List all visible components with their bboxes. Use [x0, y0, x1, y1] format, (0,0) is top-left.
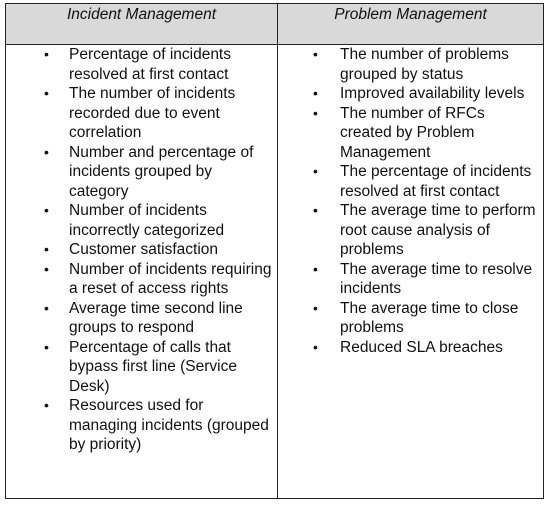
list-item	[278, 260, 543, 299]
list-item-text: The average time to close problems	[340, 299, 519, 336]
incident-metrics-list	[6, 45, 277, 455]
bullet-icon: •	[44, 143, 49, 160]
list-item	[278, 45, 543, 84]
list-item	[6, 299, 277, 338]
bullet-icon: •	[44, 299, 49, 316]
list-item-text: The number of incidents recorded due to event correlation	[69, 85, 236, 141]
problem-metrics-list	[278, 45, 543, 357]
bullet-icon: •	[313, 202, 318, 218]
bullet-icon: •	[44, 260, 49, 277]
problem-management-header: Problem Management	[278, 4, 544, 45]
bullet-icon: •	[313, 299, 318, 316]
metrics-table	[5, 3, 544, 499]
bullet-icon: •	[313, 104, 318, 121]
bullet-icon: •	[313, 260, 318, 277]
list-item-text: Reduced SLA breaches	[340, 338, 503, 356]
bullet-icon: •	[313, 338, 318, 355]
bullet-icon: •	[44, 241, 49, 257]
list-item-text: Resources used for managing incidents (grouped by priority)	[69, 397, 269, 453]
list-item-text: Customer satisfaction	[69, 241, 219, 258]
list-item-text: The percentage of incidents resolved at first contact	[340, 163, 532, 200]
list-item	[6, 338, 277, 397]
list-item	[278, 338, 543, 358]
list-item	[6, 396, 277, 455]
list-item-text: Percentage of calls that bypass first line (Service Desk)	[69, 338, 237, 395]
bullet-icon: •	[313, 85, 318, 101]
list-item	[278, 162, 543, 201]
list-item	[6, 45, 277, 84]
bullet-icon: •	[44, 338, 49, 355]
incident-management-cell	[6, 45, 278, 499]
list-item-text: Improved availability levels	[340, 85, 525, 102]
list-item	[6, 143, 277, 202]
list-item	[6, 240, 277, 260]
list-item	[278, 104, 543, 163]
bullet-icon: •	[313, 46, 318, 62]
list-item-text: Number and percentage of incidents grouped by category	[69, 143, 254, 200]
list-item	[278, 84, 543, 104]
problem-management-cell	[278, 45, 544, 499]
list-item-text: The number of RFCs created by Problem Management	[340, 104, 485, 161]
bullet-icon: •	[44, 202, 49, 218]
list-item	[278, 201, 543, 260]
list-item	[6, 84, 277, 143]
bullet-icon: •	[44, 46, 49, 62]
bullet-icon: •	[313, 163, 318, 179]
list-item-text: Percentage of incidents resolved at first contact	[69, 46, 231, 83]
list-item	[6, 201, 277, 240]
list-item-text: The average time to perform root cause analysis of problems	[340, 202, 536, 258]
header-row	[6, 4, 544, 45]
list-item-text: The average time to resolve incidents	[340, 260, 533, 297]
bullet-icon: •	[44, 397, 49, 413]
list-item	[6, 260, 277, 299]
list-item-text: Average time second line groups to respond	[69, 299, 243, 336]
list-item-text: Number of incidents requiring a reset of access rights	[69, 260, 272, 297]
bullet-icon: •	[44, 85, 49, 101]
content-row	[6, 45, 544, 499]
list-item	[278, 299, 543, 338]
list-item-text: The number of problems grouped by status	[340, 46, 509, 83]
list-item-text: Number of incidents incorrectly categorized	[69, 202, 225, 239]
incident-management-header: Incident Management	[6, 4, 278, 45]
